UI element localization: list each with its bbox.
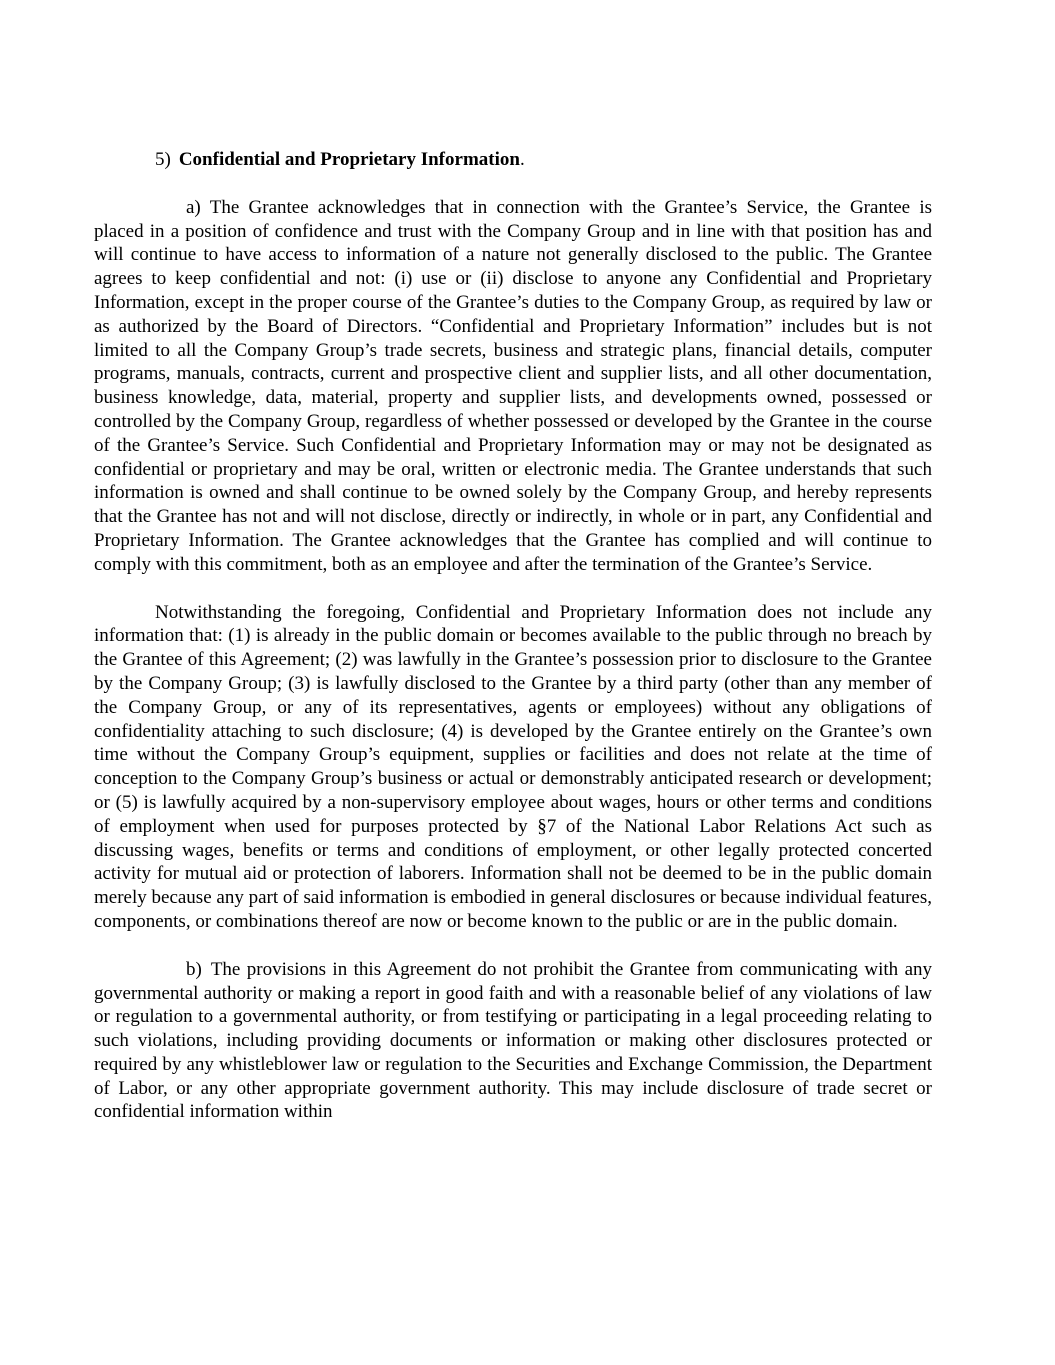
paragraph-a-text: The Grantee acknowledges that in connection with the Grantee’s Service, the Grantee is placed in a position of confidence and trust with the Company Group and in line with that position has and will continue to have access to information of a nature not generally disclosed to the public. The Grantee agrees to keep confidential and not: (i) use or (ii) disclose to anyone any Confidential and Proprietary Information, except in the proper course of the Grantee’s duties to the Company Group, as required by law or as authorized by the Board of Directors. “Confidential and Proprietary Information” includes but is not limited to all the Company Group’s trade secrets, business and strategic plans, financial details, computer programs, manuals, contracts, current and prospective client and supplier lists, and all other documentation, business knowledge, data, material, property and supplier lists, and developments owned, possessed or controlled by the Company Group, regardless of whether possessed or developed by the Grantee in the course of the Grantee’s Service. Such Confidential and Proprietary Information may or may not be designated as confidential or proprietary and may be oral, written or electronic media. The Grantee understands that such information is owned and shall continue to be owned solely by the Company Group, and hereby represents that the Grantee has not and will not disclose, directly or indirectly, in whole or in part, any Confidential and Proprietary Information. The Grantee acknowledges that the Grantee has complied and will continue to comply with this commitment, both as an employee and after the termination of the Grantee’s Service. xyxy=(94,196,932,575)
paragraph-notwithstanding xyxy=(94,601,932,934)
paragraph-b xyxy=(94,958,932,1125)
section-title-period: . xyxy=(519,149,525,170)
paragraph-notwithstanding-text: Notwithstanding the foregoing, Confidential and Proprietary Information does not include any information that: (1) is already in the public domain or becomes available to the public through no breach by the Grantee of this Agreement; (2) was lawfully in the Grantee’s possession prior to disclosure to the Grantee by the Company Group; (3) is lawfully disclosed to the Grantee by a third party (other than any member of the Company Group, or any of its representatives, agents or employees) without any obligations of confidentiality attaching to such disclosure; (4) is developed by the Grantee entirely on the Grantee’s own time without the Company Group’s equipment, supplies or facilities and does not relate at the time of conception to the Company Group’s business or actual or demonstrably anticipated research or development; or (5) is lawfully acquired by a non-supervisory employee about wages, hours or other terms and conditions of employment when used for purposes protected by §7 of the National Labor Relations Act such as discussing wages, benefits or terms and conditions of employment, or other legally protected concerted activity for mutual aid or protection of laborers. Information shall not be deemed to be in the public domain merely because any part of said information is embodied in general disclosures or because individual features, components, or combinations thereof are now or become known to the public or are in the public domain. xyxy=(94,601,932,932)
document-body xyxy=(94,148,932,1148)
section-title: Confidential and Proprietary Information xyxy=(178,149,520,170)
paragraph-b-label: b) xyxy=(186,958,202,980)
section-heading xyxy=(94,148,932,172)
paragraph-b-text: The provisions in this Agreement do not prohibit the Grantee from communicating with any governmental authority or making a report in good faith and with a reasonable belief of any violations of law or regulation to a governmental authority, or from testifying or participating in a legal proceeding relating to such violations, including providing documents or information or making other disclosures protected or required by any whistleblower law or regulation to the Securities and Exchange Commission, the Department of Labor, or any other appropriate government authority. This may include disclosure of trade secret or confidential information within xyxy=(94,958,932,1123)
paragraph-a-label: a) xyxy=(186,196,201,218)
paragraph-a xyxy=(94,196,932,577)
section-number: 5) xyxy=(155,149,171,170)
